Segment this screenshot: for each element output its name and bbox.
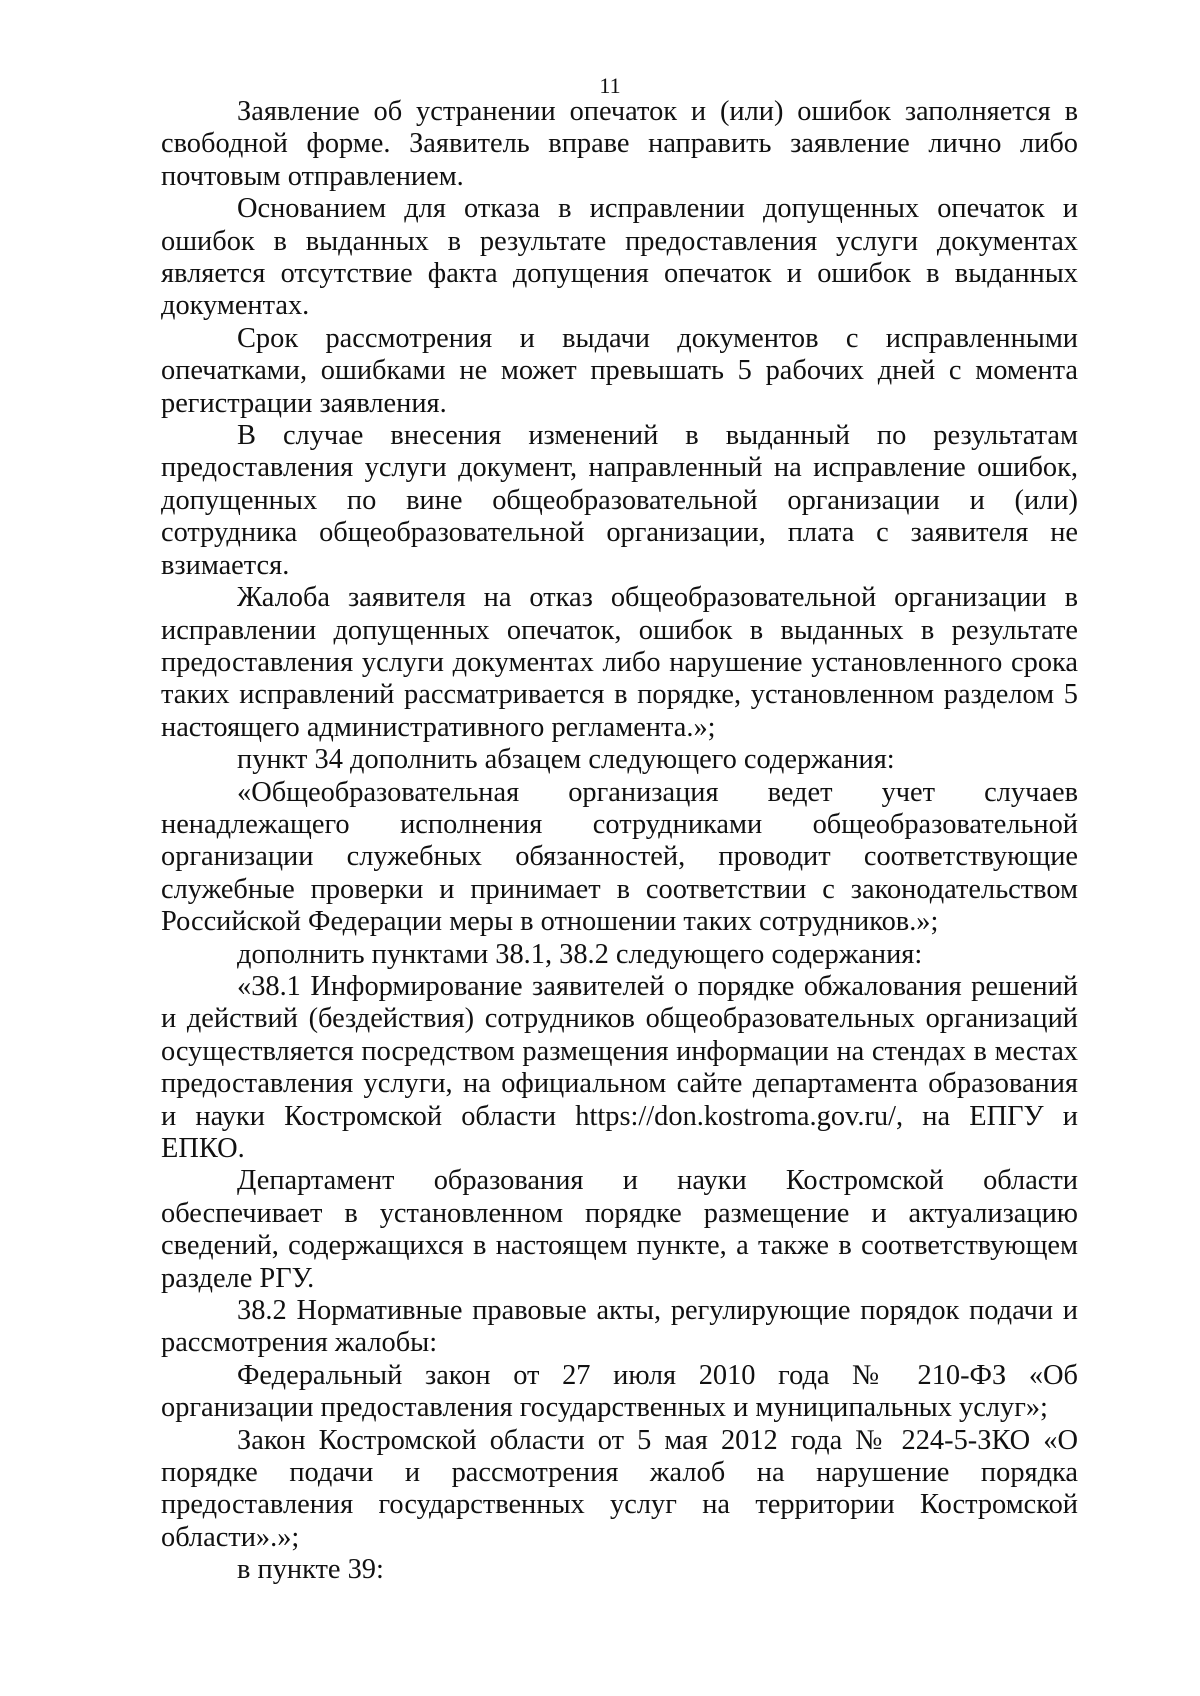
page-number: 11 (599, 73, 621, 98)
document-body (161, 96, 1078, 1587)
paragraph-regional-law: Закон Костромской области от 5 мая 2012 года № 224-5-ЗКО «О порядке подачи и рассмотрения жалоб на нарушение порядка предоставления государственных услуг на территории Костромской области».»; (161, 1424, 1078, 1553)
paragraph-review-period: Срок рассмотрения и выдачи документов с исправленными опечатками, ошибками не может превышать 5 рабочих дней с момента регистрации заявления. (161, 322, 1078, 419)
paragraph-correction-request-form: Заявление об устранении опечаток и (или) ошибок заполняется в свободной форме. Заявитель вправе направить заявление лично либо почтовым отправлением. (161, 96, 1078, 192)
paragraph-department-duties: Департамент образования и науки Костромской области обеспечивает в установленном порядке размещение и актуализацию сведений, содержащихся в настоящем пункте, а также в соответствующем разделе РГУ. (161, 1165, 1078, 1294)
paragraph-no-fee: В случае внесения изменений в выданный по результатам предоставления услуги документ, направленный на исправление ошибок, допущенных по вине общеобразовательной организации и (или) сотрудника общеобразовательной организации, плата с заявителя не взимается. (161, 420, 1078, 581)
paragraph-item-38-1: «38.1 Информирование заявителей о порядке обжалования решений и действий (бездействия) сотрудников общеобразовательных организаций осуществляется посредством размещения информации на стендах в местах предоставления услуги, на официальном сайте департамента образования и науки Костромской области https://don.kostroma.gov.ru/, на ЕПГУ и ЕПКО. (161, 970, 1078, 1164)
paragraph-item-38-2: 38.2 Нормативные правовые акты, регулирующие порядок подачи и рассмотрения жалобы: (161, 1295, 1078, 1359)
paragraph-item-34-text: «Общеобразовательная организация ведет учет случаев ненадлежащего исполнения сотрудниками общеобразовательной организации служебных обязанностей, проводит соответствующие служебные проверки и принимает в соответствии с законодательством Российской Федерации меры в отношении таких сотрудников.»; (161, 776, 1078, 938)
paragraph-federal-law: Федеральный закон от 27 июля 2010 года № 210-ФЗ «Об организации предоставления государственных и муниципальных услуг»; (161, 1359, 1078, 1424)
paragraph-item-39: в пункте 39: (237, 1554, 384, 1586)
paragraph-complaint: Жалоба заявителя на отказ общеобразовательной организации в исправлении допущенных опечаток, ошибок в выданных в результате предоставления услуги документах либо нарушение установленного срока таких исправлений рассматривается в порядке, установленном разделом 5 настоящего административного регламента.»; (161, 582, 1078, 743)
paragraph-add-items-38: дополнить пунктами 38.1, 38.2 следующего содержания: (237, 938, 923, 970)
paragraph-refusal-grounds: Основанием для отказа в исправлении допущенных опечаток и ошибок в выданных в результате предоставления услуги документах является отсутствие факта допущения опечаток и ошибок в выданных документах. (161, 193, 1078, 322)
paragraph-item-34-amendment: пункт 34 дополнить абзацем следующего содержания: (237, 744, 895, 776)
